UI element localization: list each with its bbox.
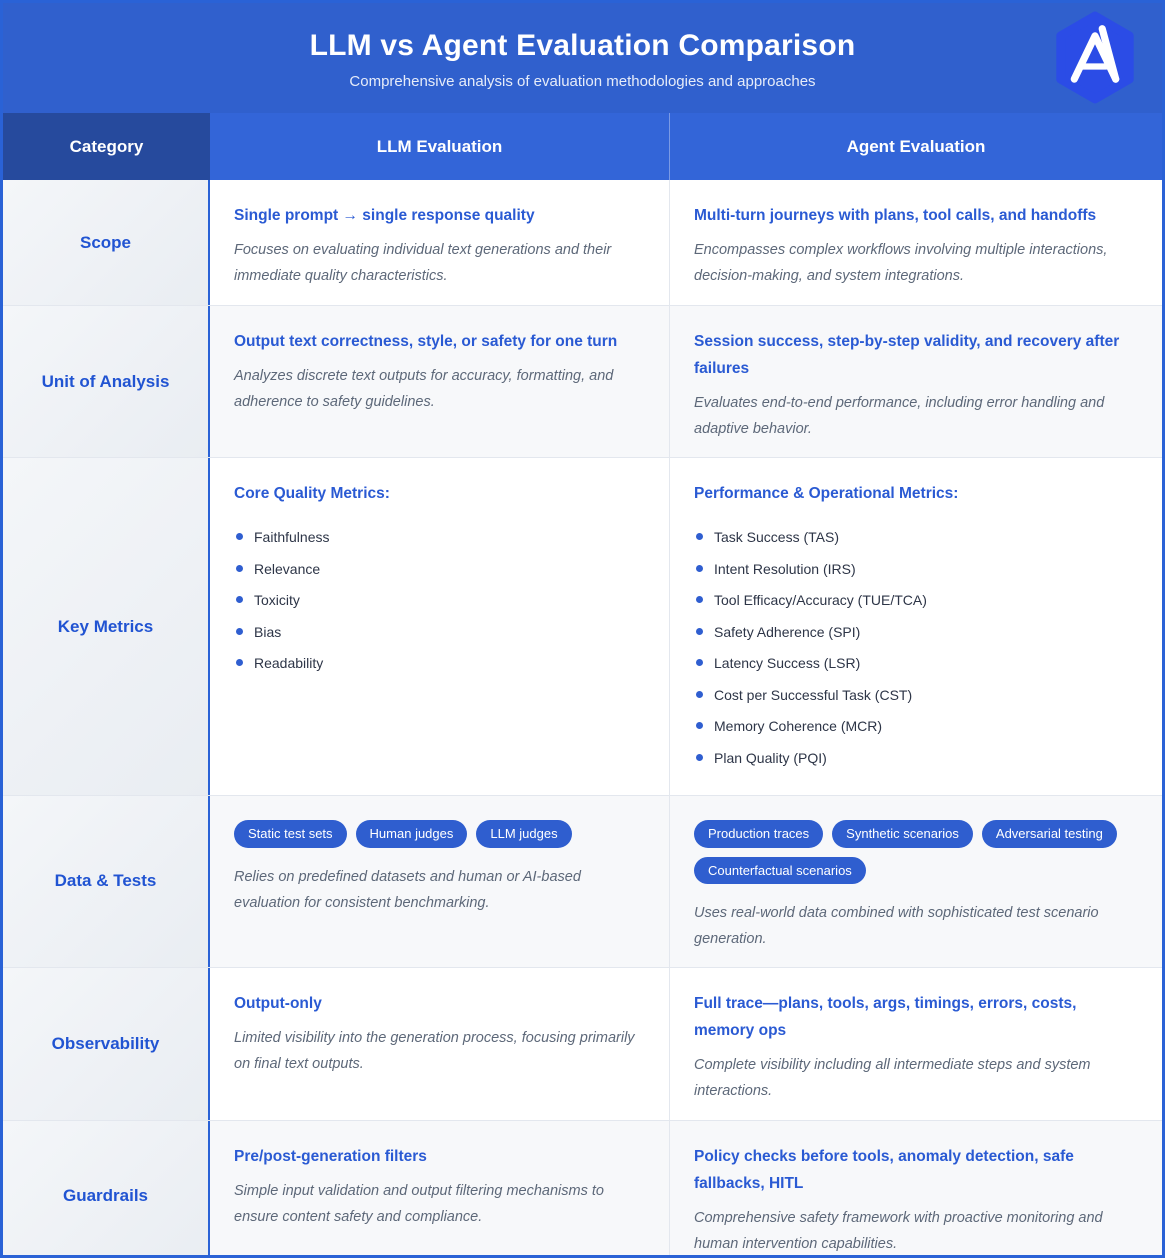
metric-item: Plan Quality (PQI) [694,750,1136,768]
cell-heading: Output text correctness, style, or safety for one turn [234,333,618,350]
cell-heading: Full trace—plans, tools, args, timings, errors, costs, memory ops [694,994,1077,1039]
metric-item: Latency Success (LSR) [694,655,1136,673]
cell-heading: Policy checks before tools, anomaly detection, safe fallbacks, HITL [694,1147,1074,1192]
metric-item: Toxicity [234,592,643,610]
list-title: Performance & Operational Metrics: [694,485,959,502]
table-row-guardrails [3,1120,1162,1258]
agent-cell-data [669,796,1162,966]
category-label: Observability [3,968,210,1120]
metric-item: Faithfulness [234,529,643,547]
cell-description: Encompasses complex workflows involving multiple interactions, decision-making, and system integrations. [694,242,1108,285]
llm-cell-observability [210,968,669,1120]
cell-description: Evaluates end-to-end performance, including error handling and adaptive behavior. [694,395,1105,438]
cell-description: Uses real-world data combined with sophisticated test scenario generation. [694,905,1099,948]
cell-description: Relies on predefined datasets and human or AI-based evaluation for consistent benchmarking. [234,868,581,911]
column-header-agent: Agent Evaluation [669,113,1162,180]
tag-pill: Adversarial testing [982,820,1117,848]
table-row-scope [3,180,1162,305]
cell-description: Simple input validation and output filtering mechanisms to ensure content safety and compliance. [234,1182,604,1225]
cell-heading: Output-only [234,994,322,1012]
tag-list [234,820,643,848]
cell-heading: Multi-turn journeys with plans, tool calls, and handoffs [694,207,1097,224]
tag-pill: Synthetic scenarios [832,820,973,848]
table-body [3,180,1162,1258]
agent-cell-observability [669,968,1162,1120]
table-row-key-metrics [3,457,1162,795]
cell-description: Comprehensive safety framework with proactive monitoring and human intervention capabilities. [694,1209,1103,1252]
agent-cell-guardrails [669,1121,1162,1258]
table-row-unit-of-analysis [3,305,1162,457]
tag-pill: Human judges [356,820,468,848]
metric-item: Relevance [234,561,643,579]
page-title: LLM vs Agent Evaluation Comparison [309,28,856,62]
cell-description: Limited visibility into the generation process, focusing primarily on final text outputs. [234,1029,635,1072]
list-title: Core Quality Metrics: [234,485,390,502]
tag-pill: Production traces [694,820,823,848]
table-row-data-and-tests [3,795,1162,966]
metric-item: Cost per Successful Task (CST) [694,687,1136,705]
cell-description: Analyzes discrete text outputs for accuracy, formatting, and adherence to safety guidelines. [234,368,614,411]
agent-cell-metrics [669,458,1162,795]
cell-heading: Single prompt → single response quality [234,207,535,224]
tag-pill: Counterfactual scenarios [694,857,866,885]
agent-cell-unit [669,306,1162,457]
hexagon-logo-icon [1050,10,1140,105]
llm-cell-metrics [210,458,669,795]
category-label: Key Metrics [3,458,210,795]
table-header-row [3,113,1162,180]
cell-heading: Pre/post-generation filters [234,1147,427,1165]
column-header-category: Category [3,113,210,180]
agent-cell-scope [669,180,1162,305]
metric-item: Safety Adherence (SPI) [694,624,1136,642]
metric-list [234,529,643,673]
cell-heading: Session success, step-by-step validity, and recovery after failures [694,333,1120,378]
tag-list [694,820,1136,884]
category-label: Data & Tests [3,796,210,966]
llm-cell-unit [210,306,669,457]
metric-item: Readability [234,655,643,673]
page-subtitle: Comprehensive analysis of evaluation methodologies and approaches [349,72,816,90]
category-label: Scope [3,180,210,305]
brand-logo [1050,10,1140,105]
metric-item: Task Success (TAS) [694,529,1136,547]
metric-item: Tool Efficacy/Accuracy (TUE/TCA) [694,592,1136,610]
llm-cell-guardrails [210,1121,669,1258]
tag-pill: Static test sets [234,820,347,848]
header-text [310,27,856,90]
llm-cell-data [210,796,669,966]
category-label: Guardrails [3,1121,210,1258]
table-row-observability [3,967,1162,1120]
cell-description: Focuses on evaluating individual text generations and their immediate quality characteristics. [234,242,612,285]
metric-item: Bias [234,624,643,642]
category-label: Unit of Analysis [3,306,210,457]
metric-item: Intent Resolution (IRS) [694,561,1136,579]
report-header [3,3,1162,113]
cell-description: Complete visibility including all intermediate steps and system interactions. [694,1056,1091,1099]
metric-item: Memory Coherence (MCR) [694,718,1136,736]
metric-list [694,529,1136,767]
tag-pill: LLM judges [476,820,571,848]
column-header-llm: LLM Evaluation [210,113,669,180]
llm-cell-scope [210,180,669,305]
